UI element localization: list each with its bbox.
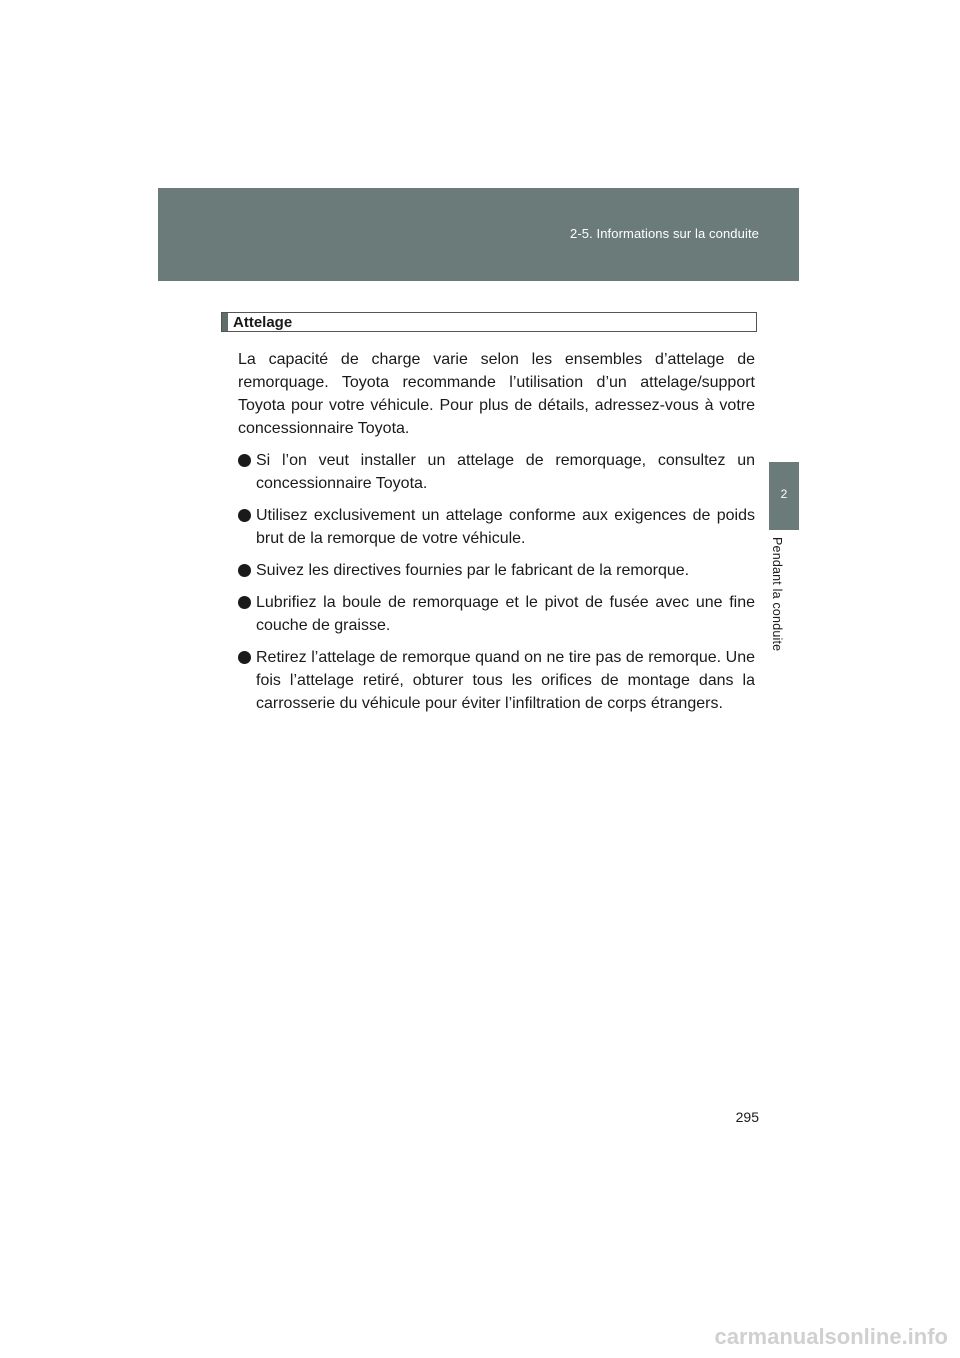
bullet-text: Si l’on veut installer un attelage de remorquage, consultez un concessionnaire Toyota. [256,452,755,492]
bullet-text: Retirez l’attelage de remorque quand on ne tire pas de remorque. Une fois l’attelage retiré, obturer tous les orifices de montage dans la carrosserie du véhicule pour éviter l’infiltration de corps étrangers. [256,649,755,712]
bullet-list [238,449,755,724]
section-title: 2-5. Informations sur la conduite [569,226,759,241]
bullet-icon [238,564,251,577]
list-item [238,504,755,550]
bullet-icon [238,454,251,467]
watermark: carmanualsonline.info [714,1324,948,1349]
list-item [238,559,755,582]
page-header-band [158,188,799,281]
bullet-icon [238,651,251,664]
page-number: 295 [735,1109,759,1125]
chapter-number: 2 [780,487,788,501]
chapter-title: Pendant la conduite [770,537,784,652]
bullet-icon [238,509,251,522]
list-item [238,449,755,495]
bullet-text: Utilisez exclusivement un attelage conforme aux exigences de poids brut de la remorque de votre véhicule. [256,507,755,547]
bullet-text: Suivez les directives fournies par le fabricant de la remorque. [256,562,690,579]
section-heading-box [221,312,757,332]
chapter-tab [769,462,799,530]
heading-marker [222,313,228,331]
list-item [238,591,755,637]
list-item [238,646,755,715]
bullet-text: Lubrifiez la boule de remorquage et le pivot de fusée avec une fine couche de graisse. [256,594,755,634]
bullet-icon [238,596,251,609]
section-heading: Attelage [233,314,293,331]
intro-paragraph: La capacité de charge varie selon les ensembles d’attelage de remorquage. Toyota recommande l’utilisation d’un attelage/support Toyota pour votre véhicule. Pour plus de détails, adressez-vous à votre concessionnaire Toyota. [238,351,755,437]
